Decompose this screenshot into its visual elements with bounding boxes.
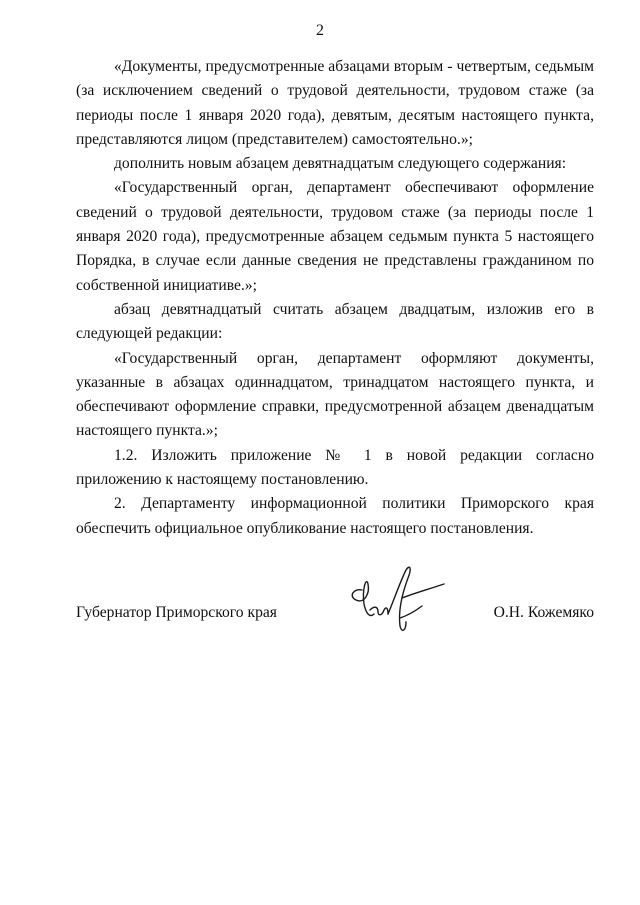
page-number: 2	[316, 22, 324, 39]
paragraph-state-body-provides: «Государственный орган, департамент обеспечивают оформление сведений о трудовой деятельности, трудовом стаже (за периоды после 1 января 2020 года), предусмотренные абзацем седьмым пункта 5 настоящего Порядка, в случае если данные сведения не представлены гражданином по собственной инициативе.»;	[76, 179, 594, 294]
paragraph-state-body-forms: «Государственный орган, департамент оформляют документы, указанные в абзацах одиннадцатом, тринадцатом настоящего пункта, и обеспечивают оформление справки, предусмотренной абзацем двенадцатым настоящего пункта.»;	[76, 349, 594, 440]
signatory-title: Губернатор Приморского края	[76, 604, 277, 621]
paragraph-publication: 2. Департаменту информационной политики Приморского края обеспечить официальное опубликование настоящего постановления.	[76, 495, 594, 537]
paragraph-add-nineteenth: дополнить новым абзацем девятнадцатым следующего содержания:	[114, 155, 567, 173]
paragraph-renumber-twentieth: абзац девятнадцатый считать абзацем двадцатым, изложив его в следующей редакции:	[76, 300, 594, 343]
document-body	[76, 55, 594, 541]
signatory-name: О.Н. Кожемяко	[493, 604, 594, 621]
handwritten-signature	[340, 560, 450, 640]
paragraph-documents-provided: «Документы, предусмотренные абзацами вторым - четвертым, седьмым (за исключением сведений о трудовой деятельности, трудовом стаже (за периоды после 1 января 2020 года), девятым, десятым настоящего пункта, представляются лицом (представителем) самостоятельно.»;	[76, 58, 594, 148]
signature-block	[76, 566, 594, 636]
paragraph-appendix-one: 1.2. Изложить приложение № 1 в новой редакции согласно приложению к настоящему постановлению.	[76, 446, 594, 489]
